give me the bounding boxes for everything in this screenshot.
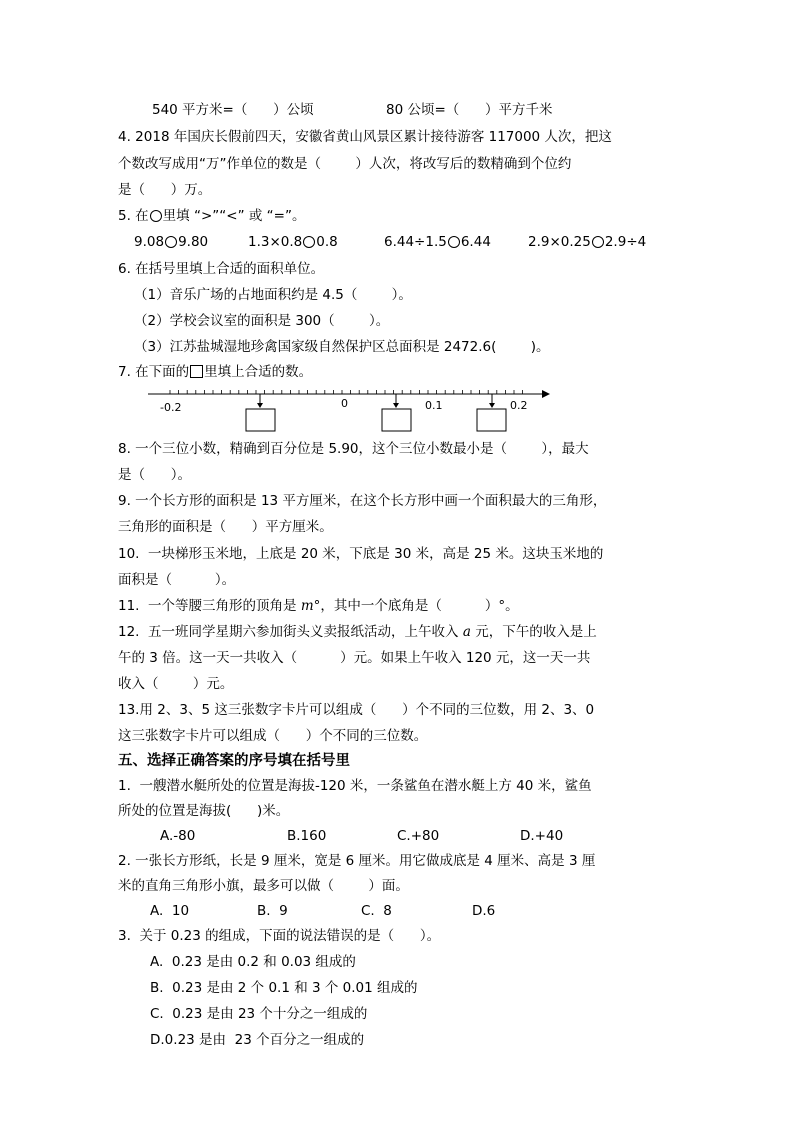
- question-10-line-2: 面积是（ ）。: [118, 572, 236, 588]
- q12-variable: a: [462, 624, 471, 640]
- number-line-ticks: [170, 390, 523, 394]
- compare-circle-icon[interactable]: [448, 236, 460, 248]
- q5-item-4: [528, 232, 646, 252]
- question-12-line-3: 收入（ ）元。: [118, 676, 234, 692]
- tick-label-0: 0: [341, 397, 348, 410]
- unit-conversion-2: 80 公顷=（ ）平方千米: [386, 102, 553, 118]
- square-icon: [190, 365, 203, 378]
- q7-text-a: 7. 在下面的: [118, 364, 190, 380]
- choice-3-option-b: B. 0.23 是由 2 个 0.1 和 3 个 0.01 组成的: [150, 980, 418, 996]
- q11-text-b: °，其中一个底角是（ ）°。: [313, 598, 519, 614]
- choice-1-line-1: 1. 一艘潜水艇所处的位置是海拔-120 米，一条鲨鱼在潜水艇上方 40 米，鲨鱼: [118, 778, 592, 794]
- choice-2-line-2: 米的直角三角形小旗，最多可以做（ ）面。: [118, 878, 409, 894]
- choice-3-prompt: 3. 关于 0.23 的组成，下面的说法错误的是（ ）。: [118, 928, 441, 944]
- choice-1-option-c: C.+80: [397, 828, 440, 844]
- question-4-line-1: 4. 2018 年国庆长假前四天，安徽省黄山风景区累计接待游客 117000 人次，把这: [118, 129, 612, 145]
- choice-2-option-c: C. 8: [361, 903, 392, 919]
- q11-variable: m: [300, 598, 314, 614]
- tick-label-0-1: 0.1: [425, 399, 443, 412]
- question-12-line-1: [118, 622, 597, 642]
- choice-1-option-a: A.-80: [160, 828, 196, 844]
- number-line: [140, 378, 560, 438]
- unit-conversion-1: 540 平方米=（ ）公顷: [152, 102, 314, 118]
- q5-item-1: [134, 232, 208, 252]
- question-6-item-2: （2）学校会议室的面积是 300（ ）。: [134, 313, 390, 329]
- q5-text-b: 里填 “>”“<” 或 “=”。: [162, 208, 306, 224]
- compare-circle-icon[interactable]: [165, 236, 177, 248]
- choice-3-option-d: D.0.23 是由 23 个百分之一组成的: [150, 1032, 365, 1048]
- compare-circle-icon[interactable]: [592, 236, 604, 248]
- choice-1-option-d: D.+40: [520, 828, 564, 844]
- question-9-line-1: 9. 一个长方形的面积是 13 平方厘米，在这个长方形中画一个面积最大的三角形，: [118, 493, 607, 509]
- question-8-line-1: 8. 一个三位小数，精确到百分位是 5.90，这个三位小数最小是（ ），最大: [118, 441, 589, 457]
- tick-label-neg-0-2: -0.2: [160, 401, 182, 414]
- question-5-prompt: [118, 206, 305, 226]
- choice-3-option-a: A. 0.23 是由 0.2 和 0.03 组成的: [150, 954, 356, 970]
- question-8-line-2: 是（ ）。: [118, 467, 191, 483]
- question-13-line-1: 13.用 2、3、5 这三张数字卡片可以组成（ ）个不同的三位数，用 2、3、0: [118, 702, 595, 718]
- q5-3-left: 6.44÷1.5: [384, 234, 447, 250]
- answer-box-3[interactable]: [477, 409, 506, 431]
- question-11: [118, 596, 519, 616]
- question-6-item-3: （3）江苏盐城湿地珍禽国家级自然保护区总面积是 2472.6( )。: [134, 339, 550, 355]
- number-line-arrow-icon: [542, 390, 550, 398]
- question-10-line-1: 10. 一块梯形玉米地，上底是 20 米，下底是 30 米，高是 25 米。这块玉米地的: [118, 546, 604, 562]
- tick-label-0-2: 0.2: [510, 399, 528, 412]
- question-13-line-2: 这三张数字卡片可以组成（ ）个不同的三位数。: [118, 728, 428, 744]
- question-4-line-2: 个数改写成用“万”作单位的数是（ ）人次，将改写后的数精确到个位约: [118, 156, 572, 172]
- q5-item-3: [384, 232, 491, 252]
- choice-2-option-b: B. 9: [257, 903, 288, 919]
- section-5-heading: 五、选择正确答案的序号填在括号里: [118, 753, 350, 769]
- q5-item-2: [248, 232, 338, 252]
- choice-2-line-1: 2. 一张长方形纸，长是 9 厘米，宽是 6 厘米。用它做成底是 4 厘米、高是 3 厘: [118, 853, 596, 869]
- question-4-line-3: 是（ ）万。: [118, 182, 212, 198]
- q5-text-a: 5. 在: [118, 208, 149, 224]
- choice-3-option-c: C. 0.23 是由 23 个十分之一组成的: [150, 1006, 368, 1022]
- q5-4-right: 2.9÷4: [604, 234, 647, 250]
- pointer-arrowhead-icon: [393, 403, 399, 408]
- choice-2-option-a: A. 10: [150, 903, 190, 919]
- q5-2-left: 1.3×0.8: [248, 234, 303, 250]
- choice-1-option-b: B.160: [287, 828, 327, 844]
- choice-2-option-d: D.6: [472, 903, 496, 919]
- answer-box-1[interactable]: [246, 409, 275, 431]
- q5-4-left: 2.9×0.25: [528, 234, 591, 250]
- circle-icon: [150, 210, 162, 222]
- question-6-prompt: 6. 在括号里填上合适的面积单位。: [118, 261, 325, 277]
- q5-3-right: 6.44: [460, 234, 491, 250]
- question-6-item-1: （1）音乐广场的占地面积约是 4.5（ ）。: [134, 287, 412, 303]
- q7-text-b: 里填上合适的数。: [204, 364, 313, 380]
- choice-1-line-2: 所处的位置是海拔( )米。: [118, 803, 290, 819]
- question-9-line-2: 三角形的面积是（ ）平方厘米。: [118, 519, 333, 535]
- q11-text-a: 11. 一个等腰三角形的顶角是: [118, 598, 301, 614]
- q12-text-a: 12. 五一班同学星期六参加街头义卖报纸活动，上午收入: [118, 624, 463, 640]
- compare-circle-icon[interactable]: [303, 236, 315, 248]
- q5-1-left: 9.08: [134, 234, 165, 250]
- q5-2-right: 0.8: [316, 234, 338, 250]
- pointer-arrowhead-icon: [257, 403, 263, 408]
- question-12-line-2: 午的 3 倍。这一天一共收入（ ）元。如果上午收入 120 元，这一天一共: [118, 650, 591, 666]
- pointer-arrowhead-icon: [489, 403, 495, 408]
- q5-1-right: 9.80: [178, 234, 209, 250]
- answer-box-2[interactable]: [382, 409, 411, 431]
- q12-text-b: 元，下午的收入是上: [470, 624, 597, 640]
